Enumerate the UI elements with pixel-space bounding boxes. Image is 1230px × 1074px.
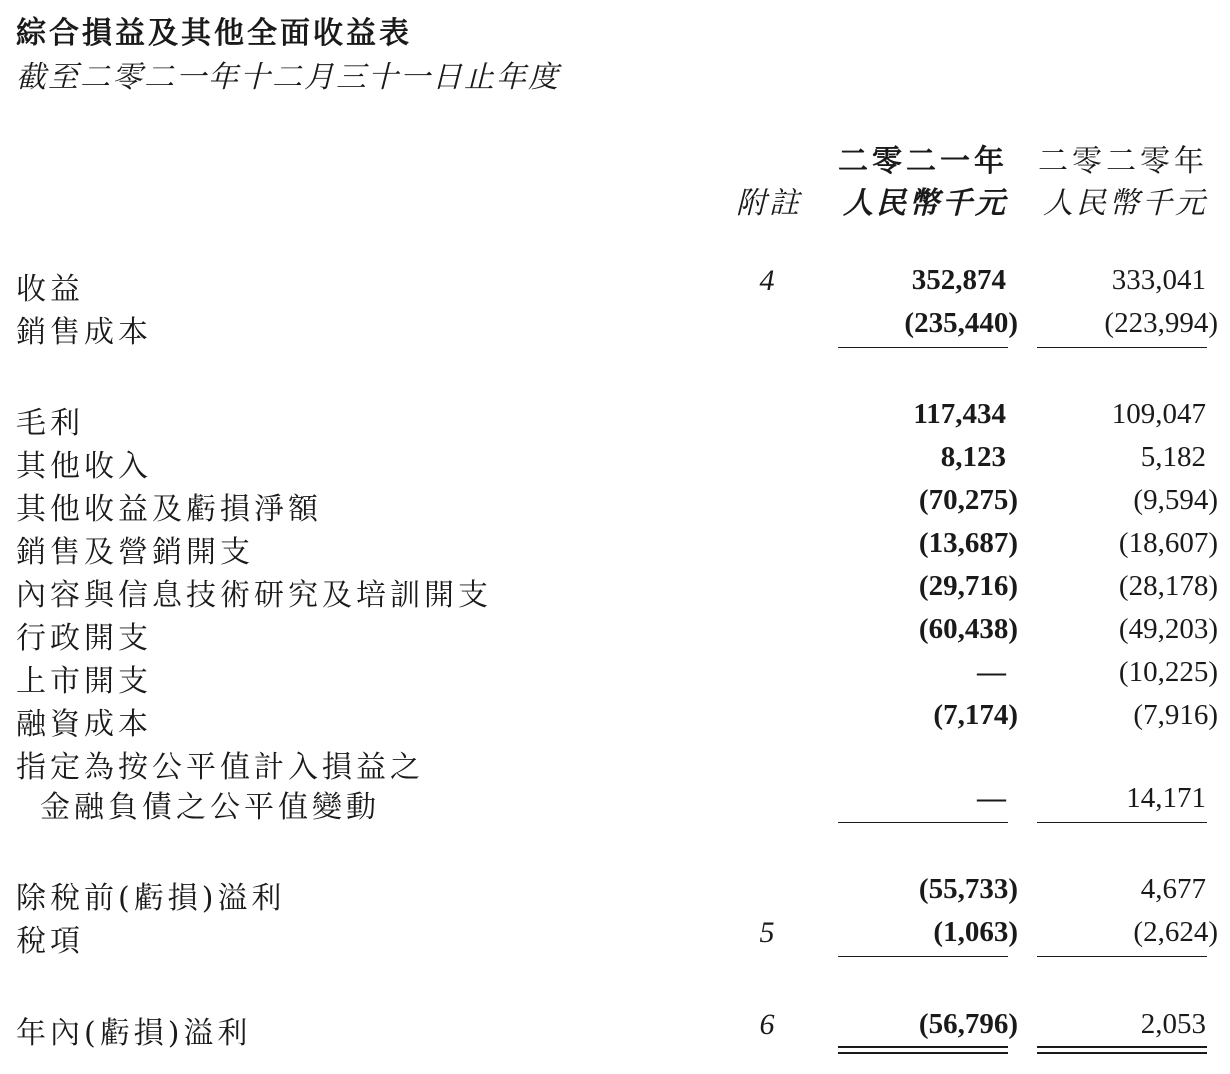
value-2020: (10,225) (1118, 656, 1218, 688)
row-label: 指定為按公平值計入損益之 (16, 750, 424, 785)
row-label: 上市開支 (16, 664, 152, 699)
table-row-selling-marketing (0, 527, 1230, 569)
value-2020: 333,041 (1111, 264, 1206, 296)
row-note: 4 (759, 264, 775, 297)
total-double-rule-2021 (838, 1046, 1008, 1054)
value-2021: 352,874 (911, 264, 1006, 296)
table-row-cost-of-sales (0, 307, 1230, 349)
row-label: 收益 (16, 272, 84, 307)
table-row-content-it-research (0, 570, 1230, 612)
table-row-listing-expenses (0, 656, 1230, 698)
header-unit-2020: 人民幣千元 (1043, 186, 1208, 221)
table-row-tax (0, 916, 1230, 958)
value-2021: — (977, 782, 1006, 814)
row-label: 行政開支 (16, 621, 152, 656)
row-label: 其他收益及虧損淨額 (16, 492, 322, 527)
value-2020: (2,624) (1133, 916, 1218, 948)
header-note: 附註 (736, 186, 802, 221)
table-row-fvtpl-label (0, 742, 1230, 784)
value-2021: — (977, 656, 1006, 688)
row-label: 稅項 (16, 924, 84, 959)
header-year-2020: 二零二零年 (1038, 144, 1208, 179)
subtotal-rule-2020 (1037, 347, 1207, 348)
value-2021: 117,434 (913, 398, 1006, 430)
subtotal-rule-2021 (838, 822, 1008, 823)
row-label: 銷售成本 (16, 315, 152, 350)
row-label: 除稅前(虧損)溢利 (16, 881, 286, 916)
value-2021: (70,275) (918, 484, 1018, 516)
value-2021: (29,716) (918, 570, 1018, 602)
value-2020: 14,171 (1126, 782, 1206, 814)
total-double-rule-2020 (1037, 1046, 1207, 1054)
row-label: 內容與信息技術研究及培訓開支 (16, 578, 492, 613)
table-row-finance-costs (0, 699, 1230, 741)
table-row-other-income (0, 441, 1230, 483)
subtotal-rule-2021 (838, 347, 1008, 348)
value-2021: (235,440) (904, 307, 1018, 339)
table-row-fvtpl-change (0, 782, 1230, 824)
subtotal-rule-2020 (1037, 822, 1207, 823)
table-row-revenue (0, 264, 1230, 306)
value-2021: (7,174) (933, 699, 1018, 731)
value-2020: (49,203) (1118, 613, 1218, 645)
row-note: 6 (759, 1008, 775, 1041)
value-2020: (7,916) (1133, 699, 1218, 731)
value-2021: (13,687) (918, 527, 1018, 559)
value-2020: (9,594) (1133, 484, 1218, 516)
value-2021: (1,063) (933, 916, 1018, 948)
table-row-loss-before-tax (0, 873, 1230, 915)
header-unit-2021: 人民幣千元 (843, 186, 1008, 221)
value-2020: (18,607) (1118, 527, 1218, 559)
row-label: 年內(虧損)溢利 (16, 1016, 252, 1051)
value-2020: 5,182 (1140, 441, 1206, 473)
row-label: 融資成本 (16, 707, 152, 742)
row-label: 銷售及營銷開支 (16, 535, 254, 570)
value-2020: 109,047 (1111, 398, 1206, 430)
table-row-admin-expenses (0, 613, 1230, 655)
value-2021: (55,733) (918, 873, 1018, 905)
value-2020: 2,053 (1140, 1008, 1206, 1040)
value-2021: (60,438) (918, 613, 1018, 645)
row-label: 其他收入 (16, 449, 152, 484)
value-2020: (28,178) (1118, 570, 1218, 602)
row-note: 5 (759, 916, 775, 949)
table-row-loss-for-year (0, 1008, 1230, 1050)
header-year-2021: 二零二一年 (838, 144, 1008, 179)
row-label: 毛利 (16, 406, 84, 441)
row-label: 金融負債之公平值變動 (40, 790, 380, 825)
value-2021: (56,796) (918, 1008, 1018, 1040)
table-row-gross-profit (0, 398, 1230, 440)
value-2020: 4,677 (1140, 873, 1206, 905)
value-2021: 8,123 (940, 441, 1006, 473)
table-row-other-gains-losses (0, 484, 1230, 526)
page-title: 綜合損益及其他全面收益表 (16, 16, 412, 51)
subtotal-rule-2020 (1037, 956, 1207, 957)
page-subtitle: 截至二零二一年十二月三十一日止年度 (16, 60, 560, 95)
value-2020: (223,994) (1104, 307, 1218, 339)
subtotal-rule-2021 (838, 956, 1008, 957)
